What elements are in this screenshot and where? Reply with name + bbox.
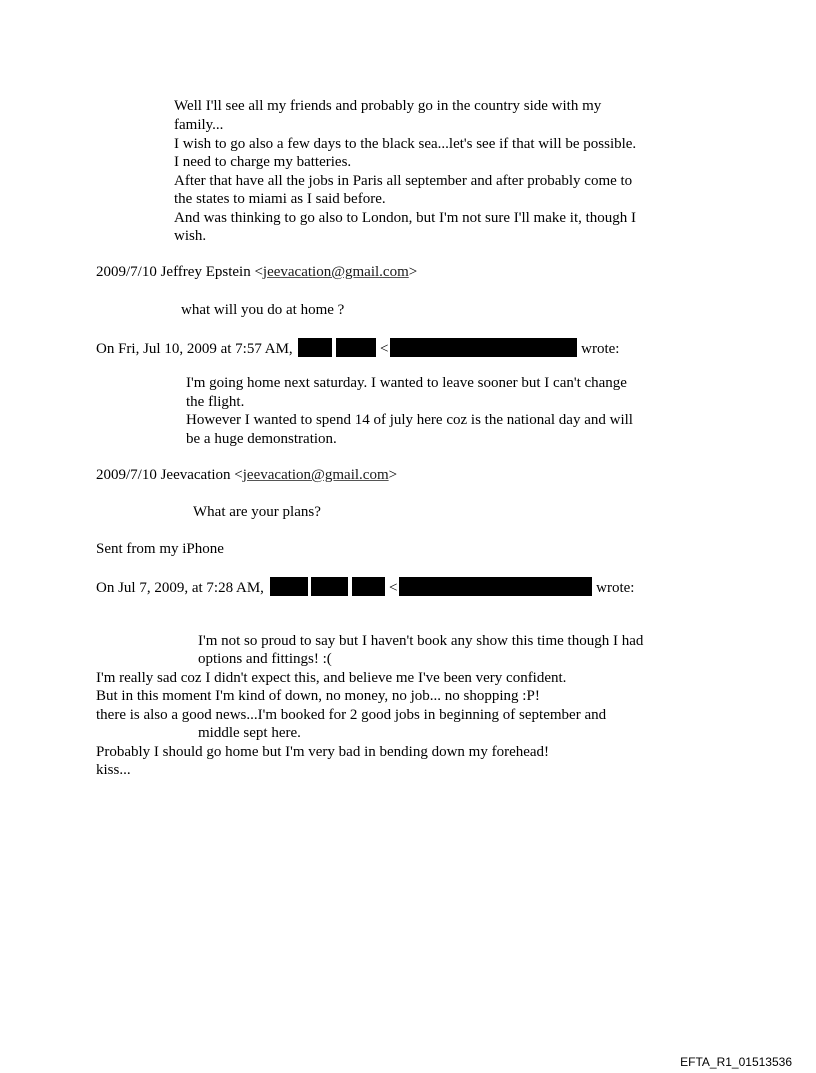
message-text: what will you do at home ?	[181, 302, 345, 318]
body-line: kiss...	[96, 762, 131, 778]
redaction-block	[399, 577, 592, 596]
redaction-block	[298, 338, 332, 357]
header-suffix: >	[408, 264, 418, 280]
document-id: EFTA_R1_01513536	[680, 1055, 792, 1069]
body-line: I need to charge my batteries.	[174, 154, 352, 170]
redaction-block	[390, 338, 577, 357]
header-prefix: 2009/7/10 Jeffrey Epstein <	[96, 264, 263, 280]
header-suffix: >	[388, 467, 398, 483]
body-line: However I wanted to spend 14 of july here coz is the national day and will	[186, 412, 633, 428]
email-header	[96, 466, 397, 484]
body-line: middle sept here.	[198, 725, 301, 741]
body-line: But in this moment I'm kind of down, no money, no job... no shopping :P!	[96, 688, 540, 704]
header-prefix: On Fri, Jul 10, 2009 at 7:57 AM,	[96, 341, 293, 357]
redaction-block	[270, 577, 308, 596]
signature-text: Sent from my iPhone	[96, 541, 224, 557]
reply-header	[96, 338, 619, 358]
redaction-block	[311, 577, 348, 596]
email-link[interactable]: jeevacation@gmail.com	[262, 264, 409, 280]
header-wrote: wrote:	[596, 580, 635, 596]
header-prefix: 2009/7/10 Jeevacation <	[96, 467, 243, 483]
body-line: the flight.	[186, 394, 245, 410]
body-line: And was thinking to go also to London, but I'm not sure I'll make it, though I	[174, 210, 637, 226]
body-line: there is also a good news...I'm booked for 2 good jobs in beginning of september and	[96, 707, 607, 723]
body-line: I'm going home next saturday. I wanted to leave sooner but I can't change	[186, 375, 627, 391]
body-line: be a huge demonstration.	[186, 431, 337, 447]
body-line: I'm really sad coz I didn't expect this, and believe me I've been very confident.	[96, 670, 567, 686]
body-line: options and fittings! :(	[198, 651, 332, 667]
body-line: I wish to go also a few days to the black sea...let's see if that will be possible.	[174, 136, 637, 152]
body-line: family...	[174, 117, 224, 133]
redaction-block	[352, 577, 385, 596]
email-link[interactable]: jeevacation@gmail.com	[242, 467, 389, 483]
header-lt: <	[379, 341, 389, 357]
body-line: After that have all the jobs in Paris all september and after probably come to	[174, 173, 633, 189]
body-line: the states to miami as I said before.	[174, 191, 386, 207]
body-line: Well I'll see all my friends and probably go in the country side with my	[174, 98, 602, 114]
body-line: Probably I should go home but I'm very bad in bending down my forehead!	[96, 744, 550, 760]
redaction-block	[336, 338, 376, 357]
reply-header	[96, 577, 634, 597]
email-header	[96, 263, 417, 281]
header-wrote: wrote:	[581, 341, 620, 357]
message-text: What are your plans?	[193, 504, 321, 520]
body-line: wish.	[174, 228, 207, 244]
body-line: I'm not so proud to say but I haven't book any show this time though I had	[198, 633, 644, 649]
header-prefix: On Jul 7, 2009, at 7:28 AM,	[96, 580, 264, 596]
header-lt: <	[388, 580, 398, 596]
